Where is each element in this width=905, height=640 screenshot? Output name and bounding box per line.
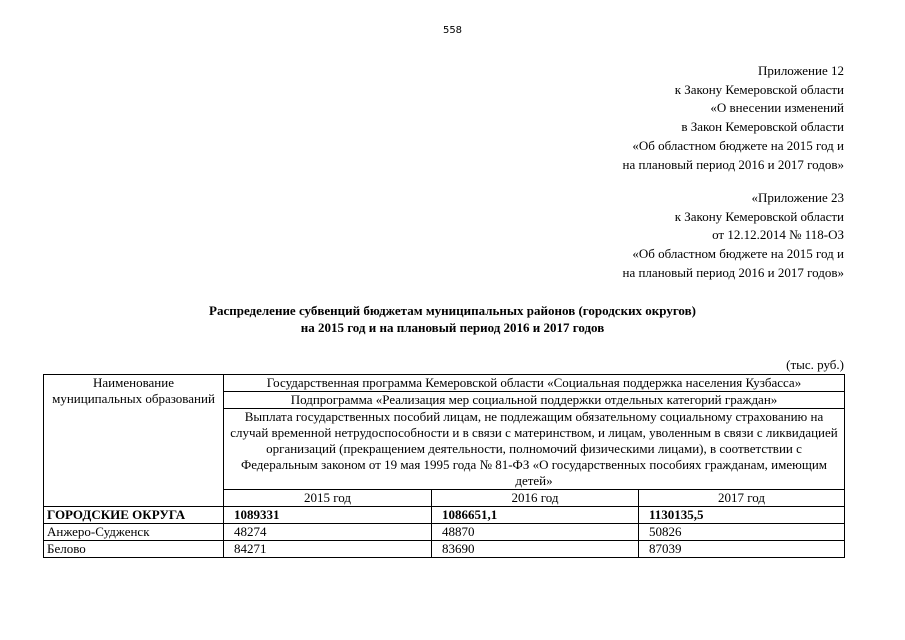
unit-label: (тыс. руб.)	[786, 357, 844, 372]
appendix-line: от 12.12.2014 № 118-ОЗ	[712, 227, 844, 243]
title-line-2: на 2015 год и на плановый период 2016 и 2017 годов	[300, 320, 605, 335]
appendix-line: «Об областном бюджете на 2015 год и	[632, 137, 844, 153]
row-value-2017: 1130135,5	[639, 507, 845, 524]
header-year: 2016 год	[432, 490, 639, 507]
row-value-2015: 1089331	[224, 507, 432, 524]
row-name: Белово	[44, 541, 224, 558]
row-value-2015: 84271	[224, 541, 432, 558]
page-number: 558	[442, 25, 463, 36]
table-row	[44, 541, 845, 558]
header-program: Государственная программа Кемеровской области «Социальная поддержка населения Кузбасса»	[224, 375, 845, 392]
title-line-1: Распределение субвенций бюджетам муниципальных районов (городских округов)	[209, 303, 696, 318]
document-title	[0, 302, 905, 336]
row-name: ГОРОДСКИЕ ОКРУГА	[44, 507, 224, 524]
appendix-line: к Закону Кемеровской области	[674, 208, 844, 224]
row-value-2016: 83690	[432, 541, 639, 558]
appendix-line: «О внесении изменений	[710, 100, 844, 116]
appendix-line: к Закону Кемеровской области	[674, 81, 844, 97]
header-measure: Выплата государственных пособий лицам, не подлежащим обязательному социальному страхованию на случай временной нетрудоспособности и в связи с материнством, и лицам, уволенным в связи с ликвидацией организаций (прекращением деятельности, полномочий физическими лицами), в соответствии с Федеральным законом от 19 мая 1995 года № 81-ФЗ «О государственных пособиях гражданам, имеющим детей»	[224, 409, 845, 490]
appendix-line: «Приложение 23	[751, 190, 844, 205]
appendix-12-block	[623, 62, 845, 174]
header-subprogram: Подпрограмма «Реализация мер социальной поддержки отдельных категорий граждан»	[224, 392, 845, 409]
row-value-2016: 1086651,1	[432, 507, 639, 524]
row-value-2017: 50826	[639, 524, 845, 541]
appendix-line: на плановый период 2016 и 2017 годов»	[622, 156, 844, 172]
row-value-2016: 48870	[432, 524, 639, 541]
header-year: 2017 год	[639, 490, 845, 507]
header-municipality: Наименование муниципальных образований	[44, 375, 224, 507]
row-value-2015: 48274	[224, 524, 432, 541]
appendix-line: «Об областном бюджете на 2015 год и	[632, 246, 844, 262]
appendix-line: в Закон Кемеровской области	[681, 119, 844, 135]
row-name: Анжеро-Судженск	[44, 524, 224, 541]
appendix-line: на плановый период 2016 и 2017 годов»	[622, 264, 844, 280]
appendix-line: Приложение 12	[757, 63, 844, 78]
subventions-table	[43, 374, 845, 558]
header-year: 2015 год	[224, 490, 432, 507]
table-row	[44, 524, 845, 541]
row-value-2017: 87039	[639, 541, 845, 558]
appendix-23-block	[623, 189, 845, 283]
table-row	[44, 507, 845, 524]
